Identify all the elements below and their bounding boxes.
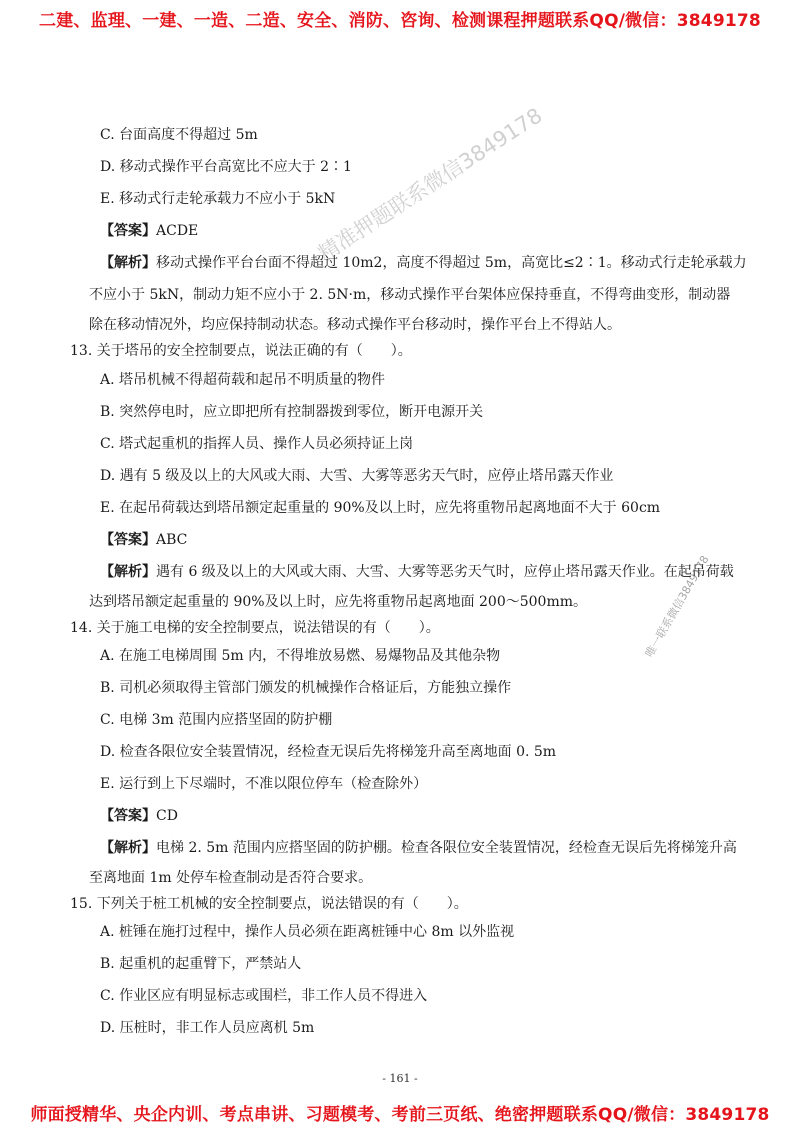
- q12-analysis-line-2: 不应小于 5kN，制动力矩不应小于 2. 5N·m，移动式操作平台架体应保持垂直，不得弯曲变形，制动器: [89, 287, 731, 303]
- q15-stem: 15. 下列关于桩工机械的安全控制要点，说法错误的有（ ）。: [70, 896, 468, 912]
- answer-value: ACDE: [156, 223, 199, 239]
- q12-analysis-line-1: [100, 254, 747, 272]
- q13-stem: 13. 关于塔吊的安全控制要点，说法正确的有（ ）。: [70, 343, 412, 359]
- q15-option-d: D. 压桩时，非工作人员应离机 5m: [100, 1020, 315, 1036]
- q13-answer: [100, 531, 187, 549]
- q14-answer: [100, 807, 178, 825]
- answer-value: ABC: [156, 532, 188, 548]
- q12-answer: [100, 222, 198, 240]
- analysis-text: 电梯 2. 5m 范围内应搭坚固的防护棚。检查各限位安全装置情况，经检查无误后先将梯笼升高: [156, 840, 737, 856]
- q12-option-d: D. 移动式操作平台高宽比不应大于 2∶1: [100, 159, 352, 175]
- footer-banner: 师面授精华、央企内训、考点串讲、习题模考、考前三页纸、绝密押题联系QQ/微信：3849178: [30, 1105, 770, 1125]
- header-banner: 二建、监理、一建、一造、二造、安全、消防、咨询、检测课程押题联系QQ/微信：3849178: [39, 11, 761, 31]
- q12-analysis-line-3: 除在移动情况外，均应保持制动状态。移动式操作平台移动时，操作平台上不得站人。: [89, 317, 621, 333]
- analysis-tag: 【解析】: [100, 564, 156, 580]
- answer-tag: 【答案】: [100, 532, 156, 548]
- analysis-tag: 【解析】: [100, 255, 156, 271]
- q12-option-c: C. 台面高度不得超过 5m: [100, 127, 258, 143]
- q14-analysis-line-2: 至离地面 1m 处停车检查制动是否符合要求。: [89, 870, 373, 886]
- q14-option-d: D. 检查各限位安全装置情况，经检查无误后先将梯笼升高至离地面 0. 5m: [100, 744, 557, 760]
- q14-analysis-line-1: [100, 839, 737, 857]
- q15-option-c: C. 作业区应有明显标志或围栏，非工作人员不得进入: [100, 988, 428, 1004]
- watermark-main: 精准押题联系微信3849178: [314, 103, 547, 266]
- answer-value: CD: [156, 808, 178, 824]
- q13-option-e: E. 在起吊荷载达到塔吊额定起重量的 90%及以上时，应先将重物吊起离地面不大于 60cm: [100, 500, 661, 516]
- q13-option-c: C. 塔式起重机的指挥人员、操作人员必须持证上岗: [100, 436, 414, 452]
- q14-option-c: C. 电梯 3m 范围内应搭坚固的防护棚: [100, 712, 333, 728]
- q14-option-e: E. 运行到上下尽端时，不准以限位停车（检查除外）: [100, 776, 428, 792]
- q13-option-a: A. 塔吊机械不得超荷载和起吊不明质量的物件: [100, 372, 386, 388]
- q15-option-b: B. 起重机的起重臂下，严禁站人: [100, 956, 302, 972]
- q13-option-d: D. 遇有 5 级及以上的大风或大雨、大雪、大雾等恶劣天气时，应停止塔吊露天作业: [100, 468, 614, 484]
- answer-tag: 【答案】: [100, 223, 156, 239]
- q14-option-b: B. 司机必须取得主管部门颁发的机械操作合格证后，方能独立操作: [100, 680, 512, 696]
- q13-analysis-line-1: [100, 563, 734, 581]
- watermark-side: 唯一联系微信3849178: [642, 553, 712, 660]
- answer-tag: 【答案】: [100, 808, 156, 824]
- q14-option-a: A. 在施工电梯周围 5m 内，不得堆放易燃、易爆物品及其他杂物: [100, 648, 501, 664]
- q15-option-a: A. 桩锤在施打过程中，操作人员必须在距离桩锤中心 8m 以外监视: [100, 924, 515, 940]
- q13-option-b: B. 突然停电时，应立即把所有控制器拨到零位，断开电源开关: [100, 404, 484, 420]
- analysis-text: 遇有 6 级及以上的大风或大雨、大雪、大雾等恶劣天气时，应停止塔吊露天作业。在起吊荷载: [156, 564, 734, 580]
- analysis-text: 移动式操作平台台面不得超过 10m2，高度不得超过 5m，高宽比≤2∶1。移动式行走轮承载力: [156, 255, 747, 271]
- page-number: - 161 -: [382, 1072, 418, 1085]
- q12-option-e: E. 移动式行走轮承载力不应小于 5kN: [100, 191, 336, 207]
- q13-analysis-line-2: 达到塔吊额定起重量的 90%及以上时，应先将重物吊起离地面 200～500mm。: [89, 594, 588, 610]
- analysis-tag: 【解析】: [100, 840, 156, 856]
- q14-stem: 14. 关于施工电梯的安全控制要点，说法错误的有（ ）。: [70, 620, 440, 636]
